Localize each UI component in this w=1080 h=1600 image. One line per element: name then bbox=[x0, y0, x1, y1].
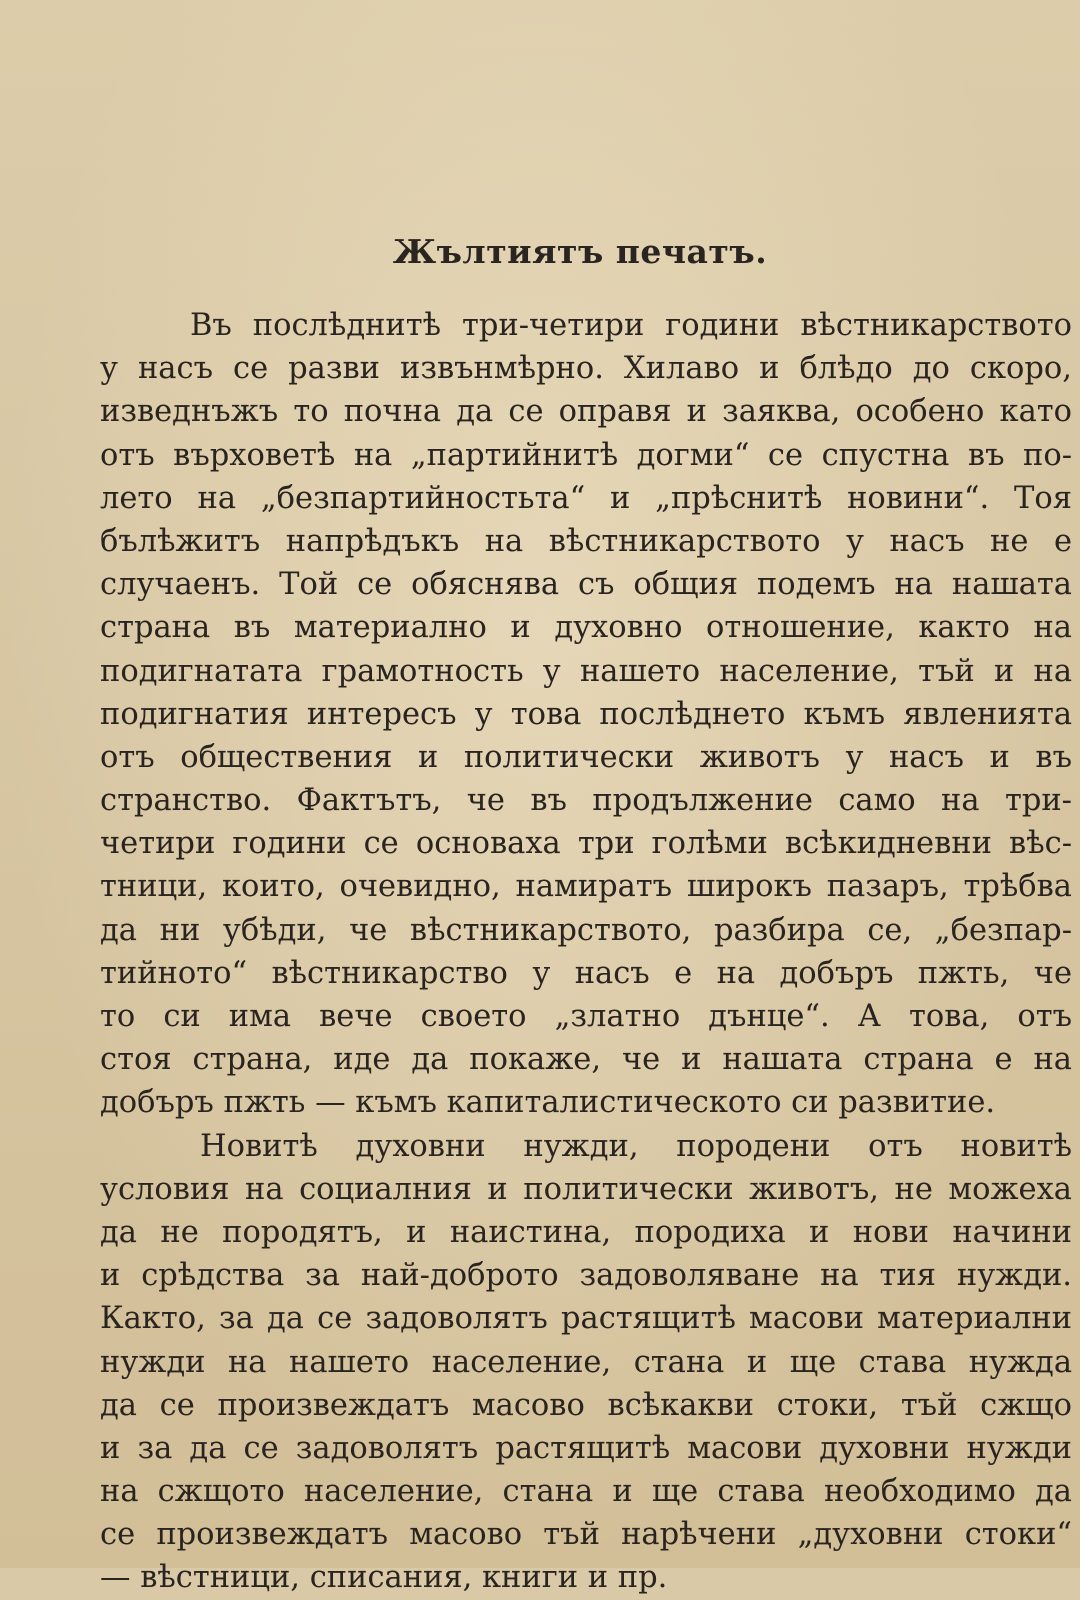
text-line: тници, които, очевидно, намиратъ широкъ пазаръ, трѣбва bbox=[100, 869, 1072, 905]
text-line: добъръ пжть — къмъ капиталистическото си развитие. bbox=[100, 1085, 996, 1121]
text-line: и срѣдства за най-доброто задоволяване на тия нужди. bbox=[100, 1258, 1072, 1294]
text-line: четири години се основаха три голѣми всѣкидневни вѣс- bbox=[100, 826, 1072, 862]
text-line: изведнъжъ то почна да се оправя и заяква, особено като bbox=[100, 394, 1072, 430]
text-line: да не породятъ, и наистина, породиха и нови начини bbox=[100, 1214, 1072, 1250]
document-body bbox=[100, 304, 1072, 1600]
text-line: подигнатата грамотность у нашето население, тъй и на bbox=[100, 653, 1072, 689]
text-line: страна въ материално и духовно отношение, както на bbox=[100, 610, 1072, 646]
text-line: случаенъ. Той се обяснява съ общия подемъ на нашата bbox=[100, 567, 1072, 603]
text-line: лето на „безпартийностьта“ и „прѣснитѣ новини“. Тоя bbox=[100, 480, 1072, 516]
text-line: на сжщото население, стана и ще става необходимо да bbox=[100, 1474, 1072, 1510]
document-title: Жълтиятъ печатъ. bbox=[392, 232, 768, 271]
paragraph-1 bbox=[100, 304, 1072, 1125]
text-line: и за да се задоволятъ растящитѣ масови духовни нужди bbox=[100, 1430, 1072, 1466]
text-line: се произвеждатъ масово тъй нарѣчени „духовни стоки“ bbox=[100, 1517, 1072, 1553]
text-line: подигнатия интересъ у това послѣднето къмъ явленията bbox=[100, 696, 1072, 732]
paragraph-2 bbox=[100, 1125, 1072, 1600]
text-line: — вѣстници, списания, книги и пр. bbox=[100, 1560, 668, 1596]
text-line: у насъ се разви извънмѣрно. Хилаво и блѣдо до скоро, bbox=[100, 351, 1072, 387]
text-line: то си има вече своето „златно дънце“. А това, отъ bbox=[100, 999, 1072, 1034]
text-line: условия на социалния и политически животъ, не можеха bbox=[100, 1171, 1072, 1207]
text-line: отъ обществения и политически животъ у насъ и въ bbox=[100, 739, 1072, 775]
text-line: нужди на нашето население, стана и ще става нужда bbox=[100, 1344, 1072, 1380]
text-line: Новитѣ духовни нужди, породени отъ новитѣ bbox=[200, 1128, 1072, 1164]
text-line: да се произвеждатъ масово всѣкакви стоки, тъй сжщо bbox=[100, 1387, 1072, 1423]
text-line: Както, за да се задоволятъ растящитѣ масови материални bbox=[100, 1301, 1072, 1337]
text-line: стоя страна, иде да покаже, че и нашата страна е на bbox=[100, 1042, 1072, 1078]
text-line: бълѣжитъ напрѣдъкъ на вѣстникарството у насъ не е bbox=[100, 523, 1072, 559]
text-line: отъ върховетѣ на „партийнитѣ догми“ се спустна въ по- bbox=[100, 437, 1072, 473]
text-line: да ни убѣди, че вѣстникарството, разбира се, „безпар- bbox=[100, 912, 1072, 948]
text-line: Въ послѣднитѣ три-четири години вѣстникарството bbox=[190, 308, 1072, 343]
text-line: странство. Фактътъ, че въ продължение само на три- bbox=[100, 783, 1072, 819]
text-line: тийното“ вѣстникарство у насъ е на добъръ пжть, че bbox=[100, 955, 1072, 991]
